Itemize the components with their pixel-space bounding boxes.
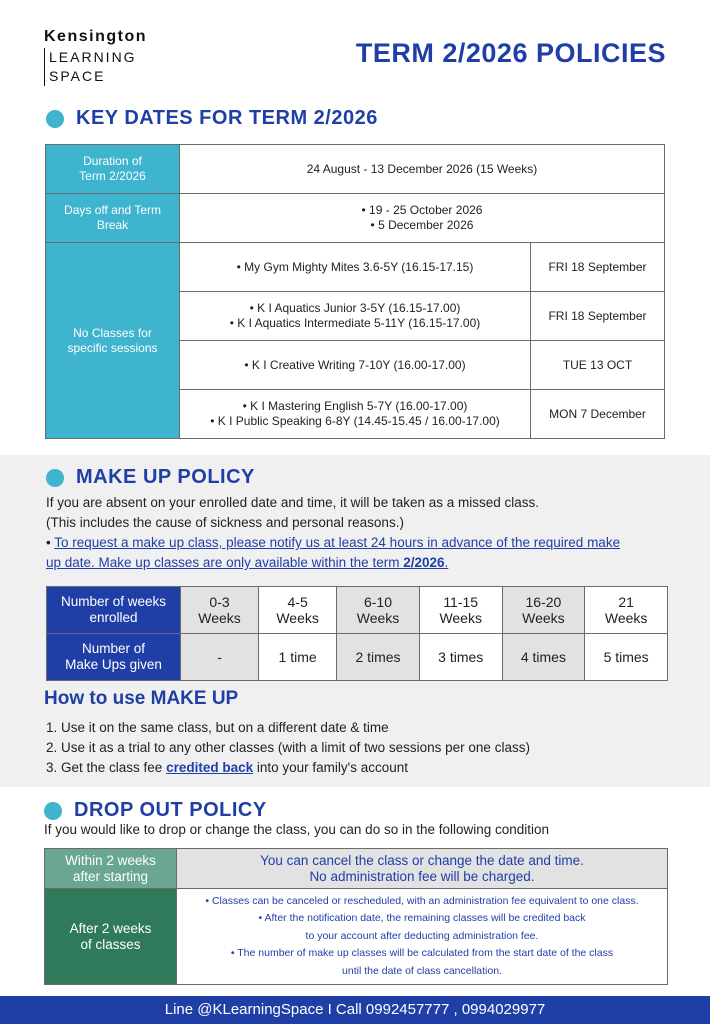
session-date: FRI 18 September (531, 243, 665, 292)
daysoff-line: • 5 December 2026 (370, 218, 474, 232)
makeup-period: . (444, 555, 449, 570)
makeups-cell: 1 time (259, 634, 337, 681)
makeup-heading (46, 466, 255, 489)
page-title: TERM 2/2026 POLICIES (355, 38, 666, 68)
header-line: Make Ups given (65, 657, 162, 672)
header-line: Number of weeks (60, 594, 167, 609)
header-line: Number of (81, 641, 146, 656)
makeups-cell: 3 times (419, 634, 502, 681)
dropout-title: DROP OUT POLICY (74, 799, 267, 821)
weeks-cell (502, 587, 585, 634)
daysoff-label-line: Break (96, 218, 129, 232)
makeups-given-header (47, 634, 181, 681)
weeks-range: 6-10 (363, 594, 393, 610)
table-row (47, 587, 668, 634)
label-line: of classes (80, 936, 141, 952)
noclass-label (46, 243, 180, 439)
value-line: No administration fee will be charged. (309, 868, 535, 884)
noclass-label-line: No Classes for (73, 325, 152, 340)
makeup-text-4 (46, 553, 620, 573)
list-item: 2. Use it as a trial to any other classes (with a limit of two sessions per one class) (46, 740, 530, 755)
after-2-weeks-value (177, 889, 668, 985)
makeup-request-note-2: up date. Make up classes are only available within the term (46, 555, 400, 570)
session-date: FRI 18 September (531, 292, 665, 341)
daysoff-value (180, 194, 665, 243)
weeks-enrolled-header (47, 587, 181, 634)
key-dates-heading (46, 107, 378, 130)
makeup-text-3 (46, 533, 620, 553)
weeks-range: 21 (618, 594, 634, 610)
makeups-cell: 5 times (585, 634, 668, 681)
duration-label (46, 145, 180, 194)
how-to-use-list (46, 718, 530, 778)
makeup-text-2: (This includes the cause of sickness and personal reasons.) (46, 515, 404, 530)
within-2-weeks-value (177, 849, 668, 889)
makeups-cell: - (181, 634, 259, 681)
session-date: MON 7 December (531, 390, 665, 439)
label-line: Within 2 weeks (65, 852, 156, 868)
weeks-cell (585, 587, 668, 634)
weeks-range: 4-5 (287, 594, 308, 610)
duration-label-line: Duration of (83, 154, 142, 168)
daysoff-label-line: Days off and Term (64, 203, 161, 217)
step-text: 3. Get the class fee (46, 760, 167, 775)
duration-value: 24 August - 13 December 2026 (15 Weeks) (180, 145, 665, 194)
weeks-range: 0-3 (209, 594, 230, 610)
table-row (47, 634, 668, 681)
after-2-weeks-label (45, 889, 177, 985)
weeks-cell (419, 587, 502, 634)
dropout-table (44, 848, 668, 985)
weeks-cell (259, 587, 337, 634)
session-name (180, 390, 531, 439)
daysoff-label (46, 194, 180, 243)
session-line: • K I Public Speaking 6-8Y (14.45-15.45 / 16.00-17.00) (210, 414, 500, 428)
makeup-request-note-1: To request a make up class, please notify us at least 24 hours in advance of the required make (54, 535, 621, 550)
step-text: into your family's account (253, 760, 409, 775)
bullet-dot-icon (46, 469, 64, 487)
value-line: • The number of make up classes will be calculated from the start date of the class (230, 947, 614, 960)
noclass-label-line: specific sessions (67, 340, 158, 355)
weeks-cell (181, 587, 259, 634)
weeks-unit: Weeks (604, 610, 648, 626)
table-row (45, 849, 668, 889)
makeup-table (46, 586, 668, 681)
label-line: after starting (72, 868, 149, 884)
value-line: to your account after deducting administration fee. (305, 929, 539, 942)
value-line: • After the notification date, the remaining classes will be credited back (258, 912, 586, 925)
session-date: TUE 13 OCT (531, 341, 665, 390)
header-line: enrolled (89, 610, 138, 625)
makeup-title: MAKE UP POLICY (76, 466, 255, 488)
session-name (180, 292, 531, 341)
table-row (46, 243, 665, 292)
weeks-unit: Weeks (276, 610, 319, 626)
dropout-intro: If you would like to drop or change the class, you can do so in the following condition (44, 822, 550, 837)
contact-footer: Line @KLearningSpace I Call 0992457777 , 0994029977 (0, 996, 710, 1024)
weeks-range: 16-20 (525, 594, 562, 610)
bullet-dot-icon (44, 802, 62, 820)
makeup-text-1: If you are absent on your enrolled date and time, it will be taken as a missed class. (46, 495, 540, 510)
logo (44, 28, 147, 86)
duration-label-line: Term 2/2026 (79, 169, 146, 183)
value-line: until the date of class cancellation. (342, 964, 502, 977)
daysoff-line: • 19 - 25 October 2026 (361, 203, 483, 217)
value-line: • Classes can be canceled or rescheduled, with an administration fee equivalent to one class. (205, 894, 639, 907)
weeks-unit: Weeks (198, 610, 241, 626)
credited-back-text: credited back (166, 760, 254, 775)
weeks-cell (337, 587, 420, 634)
session-name: • My Gym Mighty Mites 3.6-5Y (16.15-17.15) (180, 243, 531, 292)
bullet-dot-icon (46, 110, 64, 128)
value-line: You can cancel the class or change the date and time. (260, 852, 584, 868)
within-2-weeks-label (45, 849, 177, 889)
table-row (46, 145, 665, 194)
session-line: • K I Aquatics Junior 3-5Y (16.15-17.00) (249, 301, 461, 315)
makeup-term: 2/2026 (403, 555, 445, 570)
key-dates-title: KEY DATES FOR TERM 2/2026 (76, 107, 378, 129)
weeks-unit: Weeks (439, 610, 482, 626)
logo-line-2: LEARNING (49, 49, 137, 65)
session-line: • K I Mastering English 5-7Y (16.00-17.00) (242, 399, 468, 413)
makeups-cell: 2 times (337, 634, 420, 681)
session-line: • K I Aquatics Intermediate 5-11Y (16.15-17.00) (229, 316, 481, 330)
weeks-unit: Weeks (356, 610, 400, 626)
weeks-range: 11-15 (443, 594, 479, 610)
weeks-unit: Weeks (522, 610, 565, 626)
logo-lines (44, 48, 147, 86)
how-to-use-heading: How to use MAKE UP (44, 688, 239, 709)
key-dates-table (45, 144, 665, 439)
logo-line-3: SPACE (49, 68, 106, 84)
makeup-paragraph (46, 493, 620, 573)
dropout-heading (44, 799, 267, 822)
list-item: 1. Use it on the same class, but on a different date & time (46, 720, 389, 735)
label-line: After 2 weeks (69, 920, 152, 936)
logo-line-1: Kensington (44, 28, 147, 45)
makeups-cell: 4 times (502, 634, 585, 681)
list-item (46, 758, 530, 778)
table-row (46, 194, 665, 243)
session-name: • K I Creative Writing 7-10Y (16.00-17.00) (180, 341, 531, 390)
bullet: • (46, 535, 51, 550)
table-row (45, 889, 668, 985)
